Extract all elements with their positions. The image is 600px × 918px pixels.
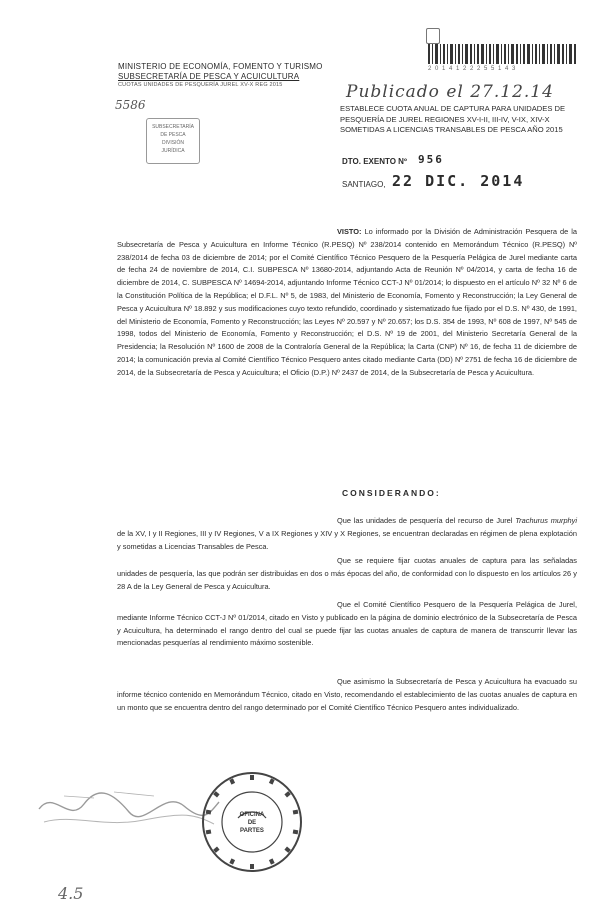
p1-text-after: de la XV, I y II Regiones, III y IV Regiones, V a IX Regiones y XIV y X Regiones, se encuentran declaradas en régimen de plena explotación y sometidas a Licencias Transables de Pesca. <box>117 528 577 551</box>
considerando-heading: CONSIDERANDO: <box>342 488 441 498</box>
visto-label: VISTO: <box>337 227 362 236</box>
signature-scrawl-icon <box>34 784 224 834</box>
handwritten-publication-note: Publicado el 27.12.14 <box>346 82 554 102</box>
seal-line: PARTES <box>240 828 264 834</box>
stamp-line: DE PESCA <box>160 132 186 138</box>
considerando-paragraph-2: Que se requiere fijar cuotas anuales de captura para las señaladas unidades de pesquería, las que podrán ser distribuidas en dos o más épocas del año, de conformidad con lo dispuesto en los artículos 26 y 28 A de la Ley General de Pesca y Acuicultura. <box>117 556 577 591</box>
stamp-line: JURÍDICA <box>161 148 185 154</box>
handwritten-folio-number: 5586 <box>115 98 146 112</box>
stamp-line: DIVISIÓN <box>162 140 184 146</box>
header-reference-line: CUOTAS UNIDADES DE PESQUERÍA JUREL XV-X REG 2015 <box>118 82 283 88</box>
p1-text-before: Que las unidades de pesquería del recurso de Jurel <box>337 516 516 525</box>
decree-number: 956 <box>418 153 444 166</box>
visto-text: Lo informado por la División de Administración Pesquera de la Subsecretaría de Pesca y Acuicultura en Informe Técnico (R.PESQ) Nº 238/2014 contenido en Memorándum Técnico (R.PESQ) Nº 238/2014 de fecha 03 de diciembre de 2014; por el Comité Científico Técnico Pesquero de la Pesquería Pelágica de Jurel mediante carta de fecha 24 de noviembre de 2014, C.I. SUBPESCA Nº 13680-2014, adjuntando Acta de Reunión Nº 04/2014, y carta de fecha 16 de diciembre de 2014, C. SUBPESCA Nº 14694-2014, adjuntando Informe Técnico CCT-J Nº 01/2014; lo dispuesto en el artículo Nº 32 Nº 6 de la Constitución Política de la República; el D.F.L. Nº 5, de 1983, del Ministerio de Economía, Fomento y Reconstrucción; la Ley General de Pesca y Acuicultura Nº 18.892 y sus modificaciones cuyo texto refundido, coordinado y sistematizado fue fijado por el D.S. Nº 430, de 1991, del Ministerio de Economía, Fomento y Reconstrucción; las Leyes Nº 20.597 y Nº 20.657; los D.S. 354 de 1993, Nº 608 de 1997, Nº 545 de 1998, todos del Ministerio de Economía, Fomento y Reconstrucción; el D.S. Nº 19 de 2001, del Ministerio Secretaría General de la Presidencia; la Resolución Nº 1600 de 2008 de la Contraloría General de la República; la Carta (CNP) Nº 16, de fecha 11 de diciembre de 2014; la comunicación previa al Comité Científico Técnico Pesquero antes citado mediante Carta (DD) Nº 2751 de fecha 16 de diciembre de 2014, de la Subsecretaría de Pesca y Acuicultura; el Oficio (D.P.) Nº 2437 de 2014, de la Subsecretaría de Pesca y Acuicultura. <box>117 227 578 377</box>
barcode-icon <box>428 44 576 64</box>
considerando-paragraph-4: Que asimismo la Subsecretaría de Pesca y Acuicultura ha evacuado su informe técnico contenido en Memorándum Técnico, citado en Visto, recomendando el establecimiento de las cuotas anuales de captura en un monto que se encuentra dentro del rango determinado por el Comité Científico Técnico Pesquero antes individualizado. <box>117 677 577 712</box>
seal-center-text <box>232 811 272 835</box>
species-name: Trachurus murphyi <box>515 516 577 525</box>
stamp-line: SUBSECRETARÍA <box>152 124 194 130</box>
date-location-label: SANTIAGO, <box>342 180 386 189</box>
division-juridica-stamp <box>146 118 200 164</box>
handwritten-bottom-number: 4.5 <box>58 884 84 903</box>
decree-title: ESTABLECE CUOTA ANUAL DE CAPTURA PARA UNIDADES DE PESQUERÍA DE JUREL REGIONES XV-I-II, III-IV, V-IX, XIV-X SOMETIDAS A LICENCIAS TRANSABLES DE PESCA AÑO 2015 <box>340 104 566 134</box>
subsecretaria-header: SUBSECRETARÍA DE PESCA Y ACUICULTURA <box>118 72 300 81</box>
seal-line: DE <box>247 820 257 826</box>
government-crest-icon <box>426 28 440 44</box>
decree-number-label: DTO. EXENTO Nº <box>342 157 407 166</box>
considerando-paragraph-1 <box>117 515 577 553</box>
seal-line: OFICINA <box>239 812 265 818</box>
decree-date: 22 DIC. 2014 <box>392 172 525 190</box>
barcode-number: 2 0 1 4 1 2 2 2 5 5 1 4 3 <box>428 66 517 72</box>
visto-paragraph <box>117 226 577 380</box>
considerando-paragraph-3: Que el Comité Científico Pesquero de la Pesquería Pelágica de Jurel, mediante Informe Técnico CCT-J Nº 01/2014, citado en Visto y publicado en la página de dominio electrónico de la Subsecretaría de Pesca y Acuicultura, ha determinado el rango dentro del cual se puede fijar las cuotas anuales de captura de manera de transcurrir llevar las mencionadas pesquerías al rendimiento máximo sostenible. <box>117 600 577 648</box>
ministry-header: MINISTERIO DE ECONOMÍA, FOMENTO Y TURISMO <box>118 62 323 71</box>
